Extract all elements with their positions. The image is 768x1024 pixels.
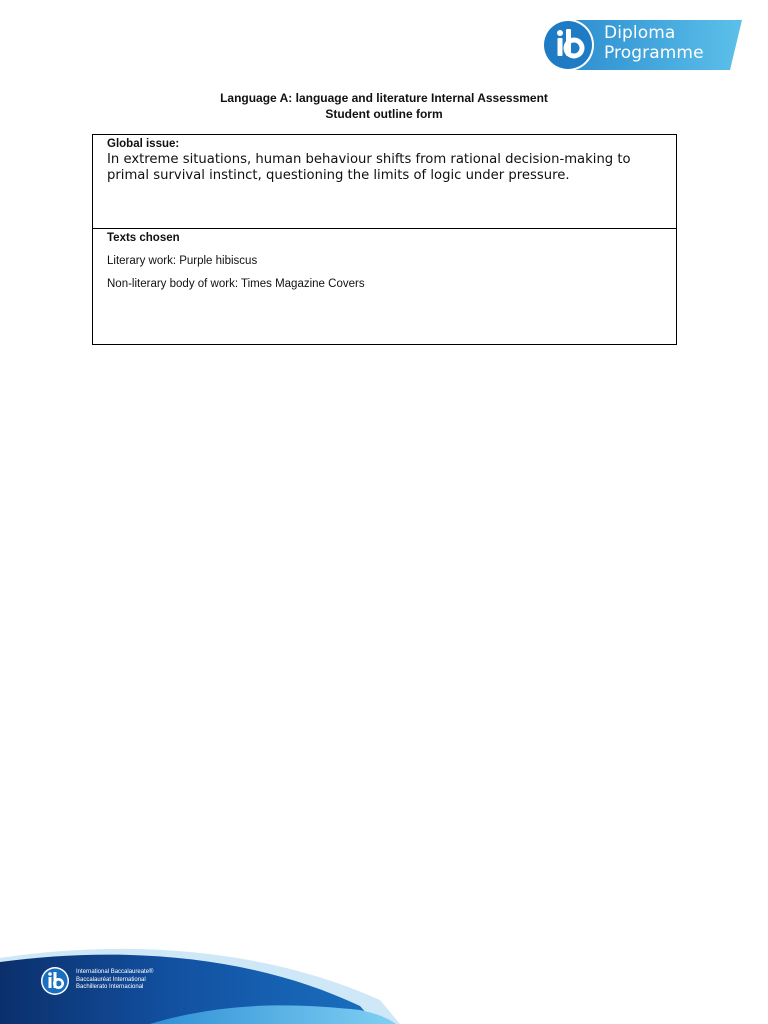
document-title <box>0 90 768 122</box>
footer-ib-logo-icon <box>40 966 70 996</box>
logo-line2: Programme <box>604 43 704 63</box>
org-name-french: Baccalauréat International <box>76 976 146 983</box>
diploma-programme-logo <box>540 18 742 72</box>
texts-chosen-row <box>93 229 676 344</box>
global-issue-label: Global issue: <box>107 138 180 150</box>
logo-line1: Diploma <box>604 23 676 43</box>
global-issue-text: In extreme situations, human behaviour shifts from rational decision-making to primal survival instinct, questioning the limits of logic under pressure. <box>107 152 631 183</box>
org-name-english: International Baccalaureate® <box>76 969 154 975</box>
logo-text <box>604 23 704 63</box>
footer-wave <box>0 940 768 1024</box>
title-line1: Language A: language and literature Internal Assessment <box>220 91 548 105</box>
outline-form-table <box>92 134 677 345</box>
ib-organization-names <box>76 969 153 992</box>
non-literary-work-text: Non-literary body of work: Times Magazine Covers <box>107 278 365 290</box>
org-name-spanish: Bachillerato Internacional <box>76 984 144 990</box>
title-line2: Student outline form <box>325 107 443 121</box>
literary-work-text: Literary work: Purple hibiscus <box>107 255 258 267</box>
ib-logo-icon <box>548 25 588 65</box>
global-issue-row <box>93 135 676 229</box>
texts-chosen-label: Texts chosen <box>107 232 180 244</box>
